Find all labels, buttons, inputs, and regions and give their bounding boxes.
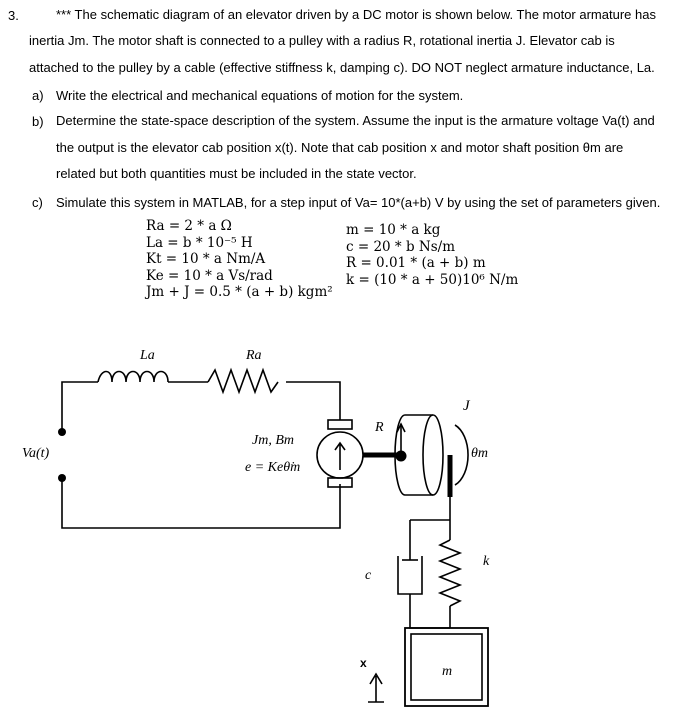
intro-line: attached to the pulley by a cable (effective stiffness k, damping c). DO NOT neglect armature inductance, La. [29,59,655,75]
back-emf-label: e = Keθ̇m [245,460,301,475]
part-b-line: the output is the elevator cab position x(t). Note that cab position x and motor shaft position θm are [56,139,624,155]
parameter-r: R = 0.01 * (a + b) m [346,255,486,271]
part-b-line: Determine the state-space description of the system. Assume the input is the armature voltage Va(t) and [56,113,655,128]
inductor-label: La [140,348,155,363]
shaft-hub [396,451,407,462]
pulley-inertia-label: J [463,398,470,414]
damper-label: c [365,568,372,583]
circuit-wire [62,478,340,528]
terminal-top [58,428,66,436]
motor-brush-top [328,420,352,429]
intro-line: *** The schematic diagram of an elevator driven by a DC motor is shown below. The motor armature has [56,7,656,22]
motor-params-label: Jm, Bm [252,433,294,448]
spring-label: k [483,554,490,569]
damper-rod-bottom [410,594,450,628]
spring-zigzag [440,540,460,606]
position-arrow [368,674,384,702]
parameter-la: La = b * 10⁻⁵ H [146,234,253,251]
terminal-bottom [58,474,66,482]
parameter-ke: Ke = 10 * a Vs/rad [146,267,273,284]
parameter-m: m = 10 * a kg [346,222,441,238]
resistor-label: Ra [246,348,262,363]
parameter-ra: Ra = 2 * a Ω [146,218,232,234]
parameter-kt: Kt = 10 * a Nm/A [146,251,266,267]
problem-number: 3. [8,8,19,23]
part-label: c) [32,195,43,210]
parameter-k: k = (10 * a + 50)10⁶ N/m [346,271,519,288]
inductor-coil [98,372,168,383]
part-a-text: Write the electrical and mechanical equations of motion for the system. [56,88,464,103]
intro-line: inertia Jm. The motor shaft is connected to a pulley with a radius R, rotational inertia J. Elevator cab is [29,33,615,48]
voltage-label: Va(t) [22,446,50,461]
pulley-face [423,415,443,495]
part-label: b) [32,114,44,129]
circuit-wire [286,382,340,420]
parameter-inertia: Jm + J = 0.5 * (a + b) kgm² [146,284,333,300]
pulley-radius-label: R [375,420,384,435]
position-label: x [360,656,367,670]
resistor-zigzag [208,370,278,392]
parameter-c: c = 20 * b Ns/m [346,238,455,255]
part-label: a) [32,88,44,103]
angle-arrow [455,425,468,485]
circuit-wire [62,382,98,430]
motor-arrow [335,443,345,470]
shaft-angle-label: θm [471,446,488,461]
damper-rod-top [410,520,450,560]
damper-cylinder [398,556,422,594]
part-b-line: related but both quantities must be included in the state vector. [56,166,417,182]
mass-label: m [442,664,453,679]
part-c-text: Simulate this system in MATLAB, for a step input of Va= 10*(a+b) V by using the set of parameters given. [56,195,661,210]
